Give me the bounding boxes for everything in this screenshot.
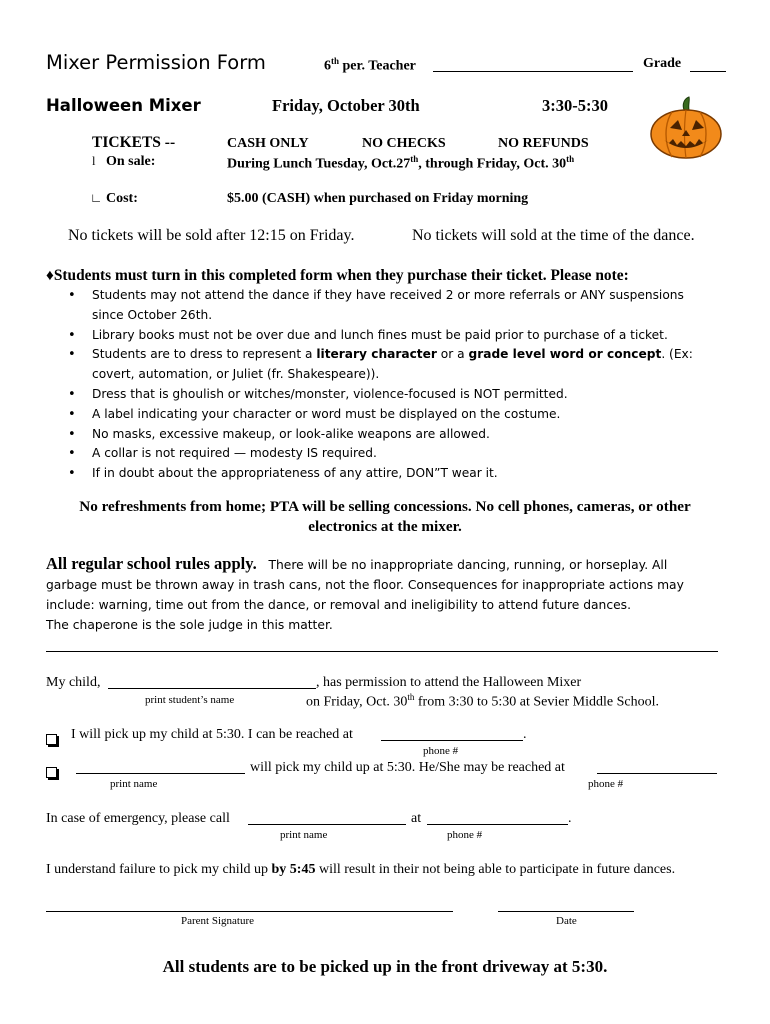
list-item: • Library books must not be over due and lunch fines must be paid prior to purchase of a ticket. [68, 326, 738, 346]
no-refunds: NO REFUNDS [498, 136, 589, 151]
no-tickets-after: No tickets will be sold after 12:15 on Friday. [68, 227, 355, 244]
tickets-heading: TICKETS -- [92, 134, 176, 151]
list-item: • No masks, excessive makeup, or look-alike weapons are allowed. [68, 425, 738, 445]
pickup-self-checkbox[interactable] [46, 732, 57, 750]
on-sale-label: On sale: [106, 154, 156, 169]
list-item: • Dress that is ghoulish or witches/monster, violence-focused is NOT permitted. [68, 385, 738, 405]
event-name: Halloween Mixer [46, 96, 201, 115]
no-tickets-at-dance: No tickets will sold at the time of the dance. [412, 227, 695, 244]
refreshments-line2: electronics at the mixer. [308, 518, 462, 535]
grade-label: Grade [643, 56, 682, 71]
grade-field[interactable] [690, 59, 726, 72]
teacher-field[interactable] [433, 59, 633, 72]
school-rules-line4: The chaperone is the sole judge in this matter. [46, 618, 333, 632]
pickup-other-checkbox[interactable] [46, 765, 57, 783]
refreshments-line1: No refreshments from home; PTA will be selling concessions. No cell phones, cameras, or other [79, 498, 691, 515]
print-name-label-2: print name [280, 829, 328, 841]
cash-only: CASH ONLY [227, 136, 309, 151]
list-item: • If in doubt about the appropriateness of any attire, DON”T wear it. [68, 464, 738, 484]
school-rules-line1: All regular school rules apply. There will be no inappropriate dancing, running, or horseplay. All [46, 554, 668, 573]
cost-label: Cost: [106, 191, 138, 206]
pickup-other-label: will pick my child up at 5:30. He/She may be reached at [250, 760, 565, 775]
no-checks: NO CHECKS [362, 136, 446, 151]
my-child-label: My child, [46, 675, 101, 690]
form-title: Mixer Permission Form [46, 51, 266, 74]
list-item: • A label indicating your character or word must be displayed on the costume. [68, 405, 738, 425]
has-permission: , has permission to attend the Halloween Mixer [316, 675, 582, 690]
list-item: • A collar is not required — modesty IS required. [68, 444, 738, 464]
phone-label-2: phone # [588, 778, 624, 790]
footer-note: All students are to be picked up in the front driveway at 5:30. [162, 957, 608, 976]
parent-signature-label: Parent Signature [181, 915, 255, 927]
event-date: Friday, October 30th [272, 96, 420, 115]
date-label: Date [556, 915, 577, 927]
cost-bullet: ∟ [90, 191, 103, 205]
pickup-self-label: I will pick up my child at 5:30. I can be reached at [71, 727, 353, 742]
understand-statement: I understand failure to pick my child up by 5:45 will result in their not being able to participate in future dances. [46, 862, 676, 877]
date-field[interactable] [498, 911, 634, 912]
rules-list [68, 286, 738, 484]
school-rules-line2: garbage must be thrown away in trash cans, not the floor. Consequences for inappropriate actions may [46, 578, 684, 592]
on-friday: on Friday, Oct. 30th from 3:30 to 5:30 at Sevier Middle School. [306, 692, 659, 710]
emergency-name-field[interactable] [248, 812, 406, 825]
emergency-end: . [568, 811, 572, 826]
emergency-phone-field[interactable] [427, 812, 568, 825]
on-sale-bullet: l [92, 154, 96, 168]
school-rules-line3: include: warning, time out from the dance, or removal and ineligibility to attend future dances. [46, 598, 631, 612]
event-time: 3:30-5:30 [542, 96, 608, 115]
pickup-self-end: . [523, 727, 527, 742]
at-label: at [411, 811, 422, 826]
parent-signature-field[interactable] [46, 911, 453, 912]
pickup-other-phone-field[interactable] [597, 761, 717, 774]
phone-label-3: phone # [447, 829, 483, 841]
phone-label: phone # [423, 745, 459, 757]
teacher-label: 6th per. Teacher [324, 56, 416, 74]
on-sale-value: During Lunch Tuesday, Oct.27th, through Friday, Oct. 30th [227, 154, 575, 172]
list-item: • Students may not attend the dance if they have received 2 or more referrals or ANY suspensions since October 26th. [68, 286, 738, 326]
pickup-other-name-field[interactable] [76, 761, 245, 774]
cost-value: $5.00 (CASH) when purchased on Friday morning [227, 191, 529, 206]
student-name-field[interactable] [108, 676, 316, 689]
print-name-label: print name [110, 778, 158, 790]
divider [46, 651, 718, 652]
pickup-self-phone-field[interactable] [381, 728, 523, 741]
rules-heading: ♦Students must turn in this completed form when they purchase their ticket. Please note: [46, 267, 629, 284]
list-item: • Students are to dress to represent a literary character or a grade level word or concept. (Ex: covert, automation, or Juliet (fr. Shakespeare)). [68, 345, 738, 385]
pumpkin-icon [648, 96, 724, 160]
print-student-name-label: print student’s name [145, 694, 235, 706]
emergency-label: In case of emergency, please call [46, 811, 230, 826]
